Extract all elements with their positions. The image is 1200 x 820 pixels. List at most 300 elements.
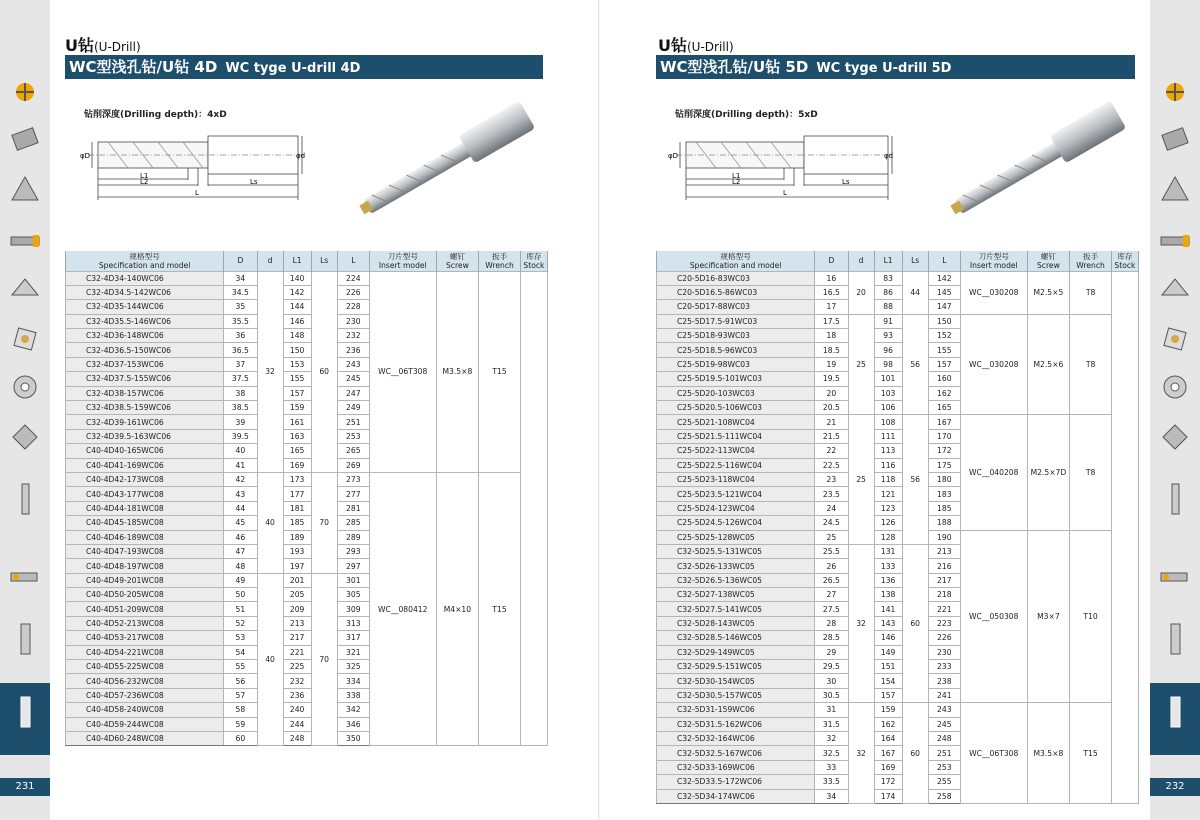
D-cell: 21.5 xyxy=(815,429,848,443)
dim-label-D: φD xyxy=(80,152,91,160)
model-cell: C32-5D25.5-131WC05 xyxy=(657,544,815,558)
D-cell: 30.5 xyxy=(815,688,848,702)
col-spec: 规格型号 Specification and model xyxy=(66,251,224,271)
L-cell: 265 xyxy=(337,444,369,458)
D-cell: 54 xyxy=(224,645,257,659)
L-cell: 217 xyxy=(928,573,960,587)
model-cell: C32-5D29-149WC05 xyxy=(657,645,815,659)
model-cell: C32-4D39-161WC06 xyxy=(66,415,224,429)
screw-cell: M3.5×8 xyxy=(1027,703,1070,804)
L-cell: 190 xyxy=(928,530,960,544)
L-cell: 157 xyxy=(928,357,960,371)
col-Ls: Ls xyxy=(902,251,928,271)
dim-label-L1: L1 xyxy=(140,172,149,180)
boring-tool-icon xyxy=(8,622,42,656)
L1-cell: 131 xyxy=(874,544,902,558)
model-cell: C32-5D32-164WC06 xyxy=(657,732,815,746)
model-cell: C32-5D26.5-136WC05 xyxy=(657,573,815,587)
L1-cell: 101 xyxy=(874,372,902,386)
L1-cell: 209 xyxy=(283,602,311,616)
model-cell: C25-5D22.5-116WC04 xyxy=(657,458,815,472)
L1-cell: 201 xyxy=(283,573,311,587)
category-sidebar-left xyxy=(0,0,50,820)
L-cell: 258 xyxy=(928,789,960,803)
D-cell: 58 xyxy=(224,703,257,717)
model-cell: C32-5D28-143WC05 xyxy=(657,616,815,630)
round-insert-icon xyxy=(8,370,42,404)
screw-cell: M3×7 xyxy=(1027,530,1070,703)
milling-insert-icon xyxy=(1158,420,1192,454)
model-cell: C40-4D42-173WC08 xyxy=(66,472,224,486)
D-cell: 33 xyxy=(815,760,848,774)
insert-cell: WC__080412 xyxy=(369,472,436,745)
model-cell: C32-5D33-169WC06 xyxy=(657,760,815,774)
L1-cell: 123 xyxy=(874,501,902,515)
model-cell: C25-5D21-108WC04 xyxy=(657,415,815,429)
u-drill-icon xyxy=(1158,695,1192,729)
D-cell: 36.5 xyxy=(224,343,257,357)
L1-cell: 150 xyxy=(283,343,311,357)
col-D: D xyxy=(815,251,848,271)
L-cell: 241 xyxy=(928,688,960,702)
D-cell: 48 xyxy=(224,559,257,573)
D-cell: 42 xyxy=(224,472,257,486)
model-cell: C32-4D38.5-159WC06 xyxy=(66,401,224,415)
L-cell: 221 xyxy=(928,602,960,616)
d-cell: 40 xyxy=(257,472,283,573)
wrench-cell: T10 xyxy=(1070,530,1112,703)
u-drill-dimension-drawing-left xyxy=(78,122,308,202)
col-stock: 库存 Stock xyxy=(1111,251,1138,271)
square-insert-icon xyxy=(8,122,42,156)
L-cell: 277 xyxy=(337,487,369,501)
L1-cell: 221 xyxy=(283,645,311,659)
model-cell: C32-4D35-144WC06 xyxy=(66,300,224,314)
model-cell: C40-4D55-225WC08 xyxy=(66,660,224,674)
D-cell: 25.5 xyxy=(815,544,848,558)
L1-cell: 151 xyxy=(874,660,902,674)
L1-cell: 169 xyxy=(874,760,902,774)
L-cell: 224 xyxy=(337,271,369,285)
table-row xyxy=(657,271,1139,285)
L-cell: 236 xyxy=(337,343,369,357)
model-cell: C32-4D34.5-142WC06 xyxy=(66,285,224,299)
L-cell: 247 xyxy=(337,386,369,400)
L1-cell: 157 xyxy=(283,386,311,400)
L1-cell: 138 xyxy=(874,588,902,602)
D-cell: 41 xyxy=(224,458,257,472)
D-cell: 40 xyxy=(224,444,257,458)
stock-cell xyxy=(1111,271,1138,803)
L1-cell: 106 xyxy=(874,401,902,415)
L1-cell: 159 xyxy=(874,703,902,717)
L-cell: 185 xyxy=(928,501,960,515)
model-cell: C25-5D23-118WC04 xyxy=(657,472,815,486)
D-cell: 18 xyxy=(815,329,848,343)
L-cell: 342 xyxy=(337,703,369,717)
table-row xyxy=(66,271,548,285)
D-cell: 60 xyxy=(224,732,257,746)
insert-cell: WC__040208 xyxy=(960,415,1027,530)
col-screw: 螺钉 Screw xyxy=(436,251,479,271)
L1-cell: 232 xyxy=(283,674,311,688)
D-cell: 39.5 xyxy=(224,429,257,443)
L1-cell: 121 xyxy=(874,487,902,501)
D-cell: 29.5 xyxy=(815,660,848,674)
L1-cell: 146 xyxy=(874,631,902,645)
screw-cell: M2.5×5 xyxy=(1027,271,1070,314)
page-number-left: 231 xyxy=(0,778,50,796)
L-cell: 232 xyxy=(337,329,369,343)
d-cell: 32 xyxy=(848,703,874,804)
model-cell: C32-5D31-159WC06 xyxy=(657,703,815,717)
model-cell: C40-4D58-240WC08 xyxy=(66,703,224,717)
col-insert: 刀片型号 Insert model xyxy=(960,251,1027,271)
model-cell: C32-4D36.5-150WC06 xyxy=(66,343,224,357)
L-cell: 253 xyxy=(337,429,369,443)
D-cell: 31.5 xyxy=(815,717,848,731)
L1-cell: 225 xyxy=(283,660,311,674)
L-cell: 228 xyxy=(337,300,369,314)
col-insert: 刀片型号 Insert model xyxy=(369,251,436,271)
L1-cell: 197 xyxy=(283,559,311,573)
screw-cell: M2.5×7D xyxy=(1027,415,1070,530)
L-cell: 213 xyxy=(928,544,960,558)
d-cell: 32 xyxy=(848,544,874,702)
wrench-cell: T15 xyxy=(1070,703,1112,804)
L1-cell: 159 xyxy=(283,401,311,415)
boring-bar-icon xyxy=(1158,224,1192,258)
tool-holder-icon xyxy=(8,75,42,109)
D-cell: 36 xyxy=(224,329,257,343)
L1-cell: 157 xyxy=(874,688,902,702)
L-cell: 172 xyxy=(928,444,960,458)
D-cell: 46 xyxy=(224,530,257,544)
L1-cell: 103 xyxy=(874,386,902,400)
turning-insert-icon xyxy=(1158,322,1192,356)
D-cell: 27 xyxy=(815,588,848,602)
D-cell: 37 xyxy=(224,357,257,371)
D-cell: 53 xyxy=(224,631,257,645)
Ls-cell: 60 xyxy=(902,544,928,702)
L1-cell: 169 xyxy=(283,458,311,472)
L1-cell: 88 xyxy=(874,300,902,314)
D-cell: 20 xyxy=(815,386,848,400)
model-cell: C25-5D23.5-121WC04 xyxy=(657,487,815,501)
model-cell: C40-4D43-177WC08 xyxy=(66,487,224,501)
L1-cell: 86 xyxy=(874,285,902,299)
Ls-cell: 70 xyxy=(311,573,337,746)
L-cell: 346 xyxy=(337,717,369,731)
col-screw: 螺钉 Screw xyxy=(1027,251,1070,271)
D-cell: 17 xyxy=(815,300,848,314)
L-cell: 175 xyxy=(928,458,960,472)
turning-tool-icon xyxy=(8,560,42,594)
model-cell: C25-5D21.5-111WC04 xyxy=(657,429,815,443)
dim-label-L1: L1 xyxy=(732,172,741,180)
model-cell: C40-4D51-209WC08 xyxy=(66,602,224,616)
D-cell: 22.5 xyxy=(815,458,848,472)
table-row xyxy=(657,314,1139,328)
Ls-cell: 44 xyxy=(902,271,928,314)
L-cell: 301 xyxy=(337,573,369,587)
L-cell: 167 xyxy=(928,415,960,429)
L-cell: 338 xyxy=(337,688,369,702)
L1-cell: 161 xyxy=(283,415,311,429)
wrench-cell: T15 xyxy=(479,472,521,745)
model-cell: C20-5D16-83WC03 xyxy=(657,271,815,285)
L1-cell: 116 xyxy=(874,458,902,472)
L-cell: 162 xyxy=(928,386,960,400)
L1-cell: 113 xyxy=(874,444,902,458)
L1-cell: 108 xyxy=(874,415,902,429)
L1-cell: 154 xyxy=(874,674,902,688)
D-cell: 17.5 xyxy=(815,314,848,328)
L1-cell: 167 xyxy=(874,746,902,760)
u-drill-icon xyxy=(8,695,42,729)
D-cell: 27.5 xyxy=(815,602,848,616)
model-cell: C25-5D19.5-101WC03 xyxy=(657,372,815,386)
D-cell: 56 xyxy=(224,674,257,688)
model-cell: C32-5D27-138WC05 xyxy=(657,588,815,602)
dim-label-L2: L2 xyxy=(732,178,741,186)
L1-cell: 136 xyxy=(874,573,902,587)
model-cell: C40-4D60-248WC08 xyxy=(66,732,224,746)
L-cell: 142 xyxy=(928,271,960,285)
category-title-right: U钻(U-Drill) xyxy=(658,36,734,55)
D-cell: 31 xyxy=(815,703,848,717)
L1-cell: 185 xyxy=(283,516,311,530)
dim-label-d: φd xyxy=(884,152,894,160)
L-cell: 251 xyxy=(337,415,369,429)
L1-cell: 146 xyxy=(283,314,311,328)
L1-cell: 244 xyxy=(283,717,311,731)
L1-cell: 126 xyxy=(874,516,902,530)
model-cell: C40-4D45-185WC08 xyxy=(66,516,224,530)
D-cell: 34 xyxy=(815,789,848,803)
col-wrench: 扳手 Wrench xyxy=(1070,251,1112,271)
L1-cell: 181 xyxy=(283,501,311,515)
D-cell: 45 xyxy=(224,516,257,530)
D-cell: 57 xyxy=(224,688,257,702)
model-cell: C32-4D36-148WC06 xyxy=(66,329,224,343)
L1-cell: 91 xyxy=(874,314,902,328)
model-cell: C25-5D19-98WC03 xyxy=(657,357,815,371)
L-cell: 281 xyxy=(337,501,369,515)
L-cell: 230 xyxy=(337,314,369,328)
L1-cell: 118 xyxy=(874,472,902,486)
L-cell: 253 xyxy=(928,760,960,774)
L-cell: 321 xyxy=(337,645,369,659)
turning-tool-icon xyxy=(1158,560,1192,594)
tool-holder-icon xyxy=(1158,75,1192,109)
L1-cell: 141 xyxy=(874,602,902,616)
D-cell: 34.5 xyxy=(224,285,257,299)
dim-label-D: φD xyxy=(668,152,679,160)
model-cell: C32-4D37.5-155WC06 xyxy=(66,372,224,386)
L-cell: 317 xyxy=(337,631,369,645)
thread-insert-icon xyxy=(8,273,42,307)
D-cell: 34 xyxy=(224,271,257,285)
D-cell: 23 xyxy=(815,472,848,486)
L-cell: 293 xyxy=(337,544,369,558)
L-cell: 147 xyxy=(928,300,960,314)
D-cell: 47 xyxy=(224,544,257,558)
L-cell: 245 xyxy=(928,717,960,731)
D-cell: 43 xyxy=(224,487,257,501)
L-cell: 255 xyxy=(928,775,960,789)
col-D: D xyxy=(224,251,257,271)
d-cell: 25 xyxy=(848,415,874,545)
dim-label-L2: L2 xyxy=(140,178,149,186)
drilling-depth-left: 钻削深度(Drilling depth)：4xD xyxy=(84,110,227,120)
D-cell: 21 xyxy=(815,415,848,429)
D-cell: 39 xyxy=(224,415,257,429)
L-cell: 233 xyxy=(928,660,960,674)
model-cell: C40-4D53-217WC08 xyxy=(66,631,224,645)
L-cell: 297 xyxy=(337,559,369,573)
col-L1: L1 xyxy=(874,251,902,271)
L1-cell: 164 xyxy=(874,732,902,746)
D-cell: 33.5 xyxy=(815,775,848,789)
u-drill-photo-right xyxy=(936,102,1136,222)
L1-cell: 248 xyxy=(283,732,311,746)
model-cell: C32-5D29.5-151WC05 xyxy=(657,660,815,674)
milling-insert-icon xyxy=(8,420,42,454)
page-number-right: 232 xyxy=(1150,778,1200,796)
product-banner-right: WC型浅孔钻/U钻 5D WC tyge U-drill 5D xyxy=(656,55,1135,79)
col-wrench: 扳手 Wrench xyxy=(479,251,521,271)
L-cell: 269 xyxy=(337,458,369,472)
model-cell: C32-5D30.5-157WC05 xyxy=(657,688,815,702)
Ls-cell: 56 xyxy=(902,415,928,545)
L-cell: 350 xyxy=(337,732,369,746)
spec-table-5d xyxy=(656,251,1139,804)
table-row xyxy=(657,530,1139,544)
L1-cell: 153 xyxy=(283,357,311,371)
D-cell: 55 xyxy=(224,660,257,674)
triangle-insert-icon xyxy=(1158,172,1192,206)
L1-cell: 143 xyxy=(874,616,902,630)
dim-label-L: L xyxy=(195,189,199,197)
triangle-insert-icon xyxy=(8,172,42,206)
D-cell: 28 xyxy=(815,616,848,630)
L1-cell: 177 xyxy=(283,487,311,501)
L-cell: 289 xyxy=(337,530,369,544)
screw-cell: M3.5×8 xyxy=(436,271,479,472)
D-cell: 26 xyxy=(815,559,848,573)
L1-cell: 96 xyxy=(874,343,902,357)
screw-cell: M2.5×6 xyxy=(1027,314,1070,415)
D-cell: 59 xyxy=(224,717,257,731)
model-cell: C40-4D54-221WC08 xyxy=(66,645,224,659)
model-cell: C25-5D24-123WC04 xyxy=(657,501,815,515)
L-cell: 152 xyxy=(928,329,960,343)
L1-cell: 140 xyxy=(283,271,311,285)
L1-cell: 133 xyxy=(874,559,902,573)
d-cell: 40 xyxy=(257,573,283,746)
model-cell: C40-4D52-213WC08 xyxy=(66,616,224,630)
D-cell: 32.5 xyxy=(815,746,848,760)
wrench-cell: T8 xyxy=(1070,271,1112,314)
model-cell: C32-4D39.5-163WC06 xyxy=(66,429,224,443)
u-drill-dimension-drawing-right xyxy=(666,122,896,202)
L1-cell: 83 xyxy=(874,271,902,285)
D-cell: 35 xyxy=(224,300,257,314)
L1-cell: 174 xyxy=(874,789,902,803)
col-d: d xyxy=(257,251,283,271)
col-L: L xyxy=(337,251,369,271)
model-cell: C25-5D22-113WC04 xyxy=(657,444,815,458)
col-L1: L1 xyxy=(283,251,311,271)
L1-cell: 165 xyxy=(283,444,311,458)
L1-cell: 98 xyxy=(874,357,902,371)
D-cell: 24.5 xyxy=(815,516,848,530)
model-cell: C32-5D31.5-162WC06 xyxy=(657,717,815,731)
L1-cell: 240 xyxy=(283,703,311,717)
L-cell: 249 xyxy=(337,401,369,415)
L1-cell: 93 xyxy=(874,329,902,343)
screw-cell: M4×10 xyxy=(436,472,479,745)
dim-label-L: L xyxy=(783,189,787,197)
model-cell: C40-4D56-232WC08 xyxy=(66,674,224,688)
L-cell: 248 xyxy=(928,732,960,746)
model-cell: C25-5D20.5-106WC03 xyxy=(657,401,815,415)
L-cell: 155 xyxy=(928,343,960,357)
model-cell: C40-4D47-193WC08 xyxy=(66,544,224,558)
L1-cell: 173 xyxy=(283,472,311,486)
L-cell: 223 xyxy=(928,616,960,630)
D-cell: 18.5 xyxy=(815,343,848,357)
L-cell: 145 xyxy=(928,285,960,299)
round-insert-icon xyxy=(1158,370,1192,404)
Ls-cell: 56 xyxy=(902,314,928,415)
model-cell: C32-5D27.5-141WC05 xyxy=(657,602,815,616)
D-cell: 16 xyxy=(815,271,848,285)
L1-cell: 205 xyxy=(283,588,311,602)
end-mill-icon xyxy=(1158,482,1192,516)
model-cell: C20-5D17-88WC03 xyxy=(657,300,815,314)
model-cell: C32-5D26-133WC05 xyxy=(657,559,815,573)
D-cell: 51 xyxy=(224,602,257,616)
table-row xyxy=(66,472,548,486)
L-cell: 313 xyxy=(337,616,369,630)
D-cell: 20.5 xyxy=(815,401,848,415)
D-cell: 25 xyxy=(815,530,848,544)
D-cell: 32 xyxy=(815,732,848,746)
L1-cell: 144 xyxy=(283,300,311,314)
L-cell: 325 xyxy=(337,660,369,674)
L1-cell: 111 xyxy=(874,429,902,443)
L1-cell: 155 xyxy=(283,372,311,386)
stock-cell xyxy=(520,271,547,746)
L-cell: 216 xyxy=(928,559,960,573)
wrench-cell: T8 xyxy=(1070,314,1112,415)
insert-cell: WC__06T308 xyxy=(369,271,436,472)
model-cell: C32-4D37-153WC06 xyxy=(66,357,224,371)
wrench-cell: T8 xyxy=(1070,415,1112,530)
model-cell: C32-5D33.5-172WC06 xyxy=(657,775,815,789)
D-cell: 29 xyxy=(815,645,848,659)
Ls-cell: 60 xyxy=(311,271,337,472)
model-cell: C32-4D35.5-146WC06 xyxy=(66,314,224,328)
L-cell: 170 xyxy=(928,429,960,443)
end-mill-icon xyxy=(8,482,42,516)
model-cell: C25-5D17.5-91WC03 xyxy=(657,314,815,328)
L1-cell: 189 xyxy=(283,530,311,544)
model-cell: C40-4D46-189WC08 xyxy=(66,530,224,544)
model-cell: C32-4D38-157WC06 xyxy=(66,386,224,400)
